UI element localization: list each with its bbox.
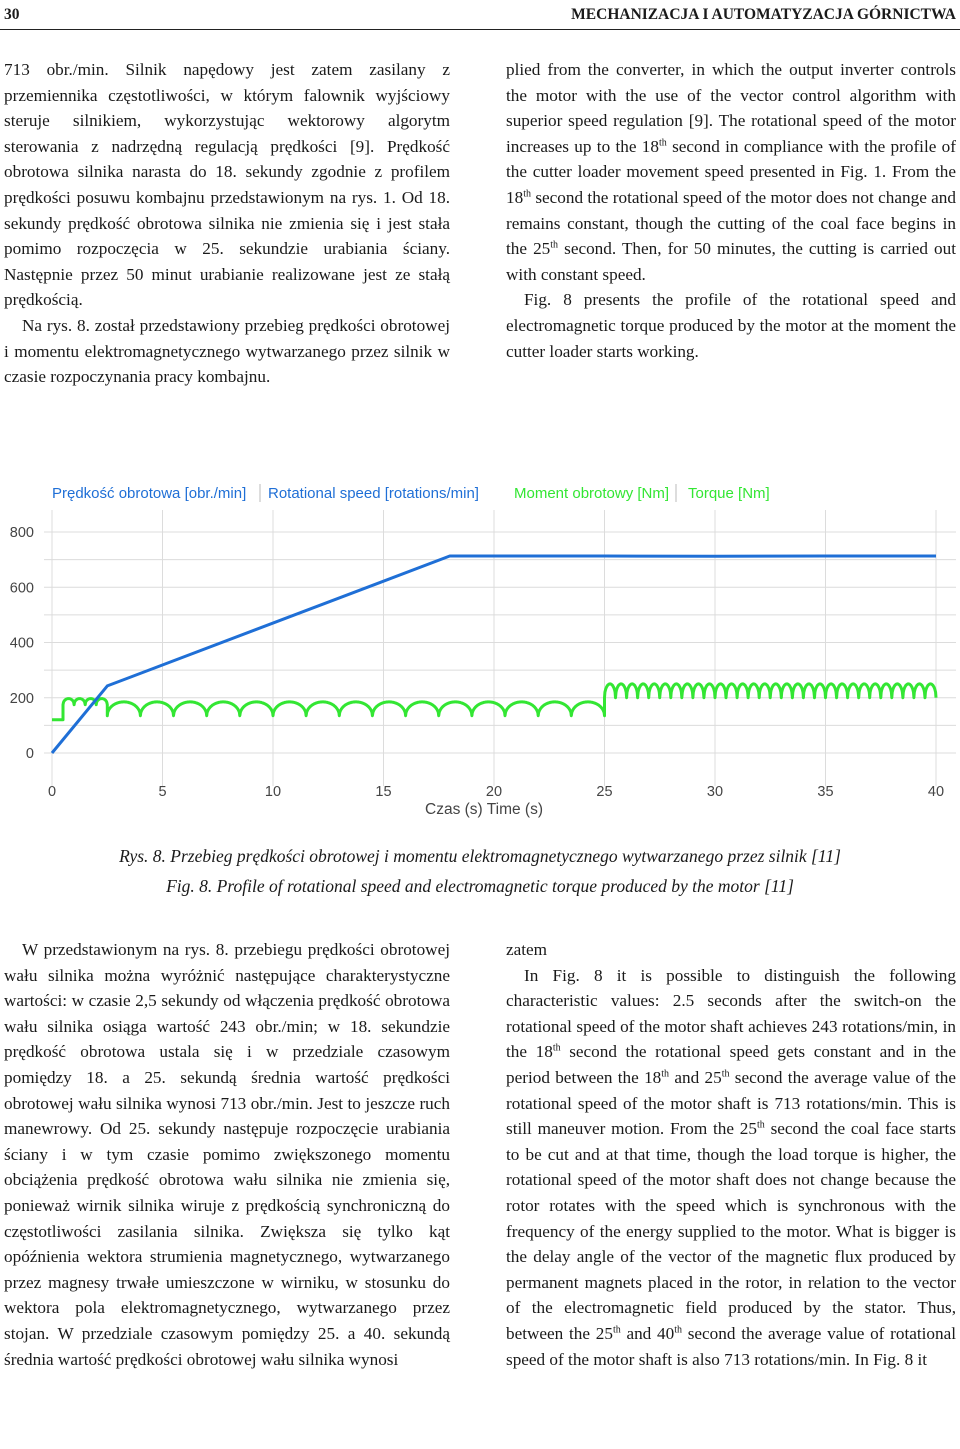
y-tick-label: 400 bbox=[9, 635, 34, 652]
y-tick-label: 600 bbox=[9, 580, 34, 597]
y-tick-label: 200 bbox=[9, 690, 34, 707]
paragraph: 713 obr./min. Silnik napędowy jest zatem zasilany z przemiennika częstotliwości, w którym falownik wyjściowy steruje silnikiem, wykorzystując wektorowy algorytm sterowania z nadrzędną regulacją prędkości [9]. Prędkość obrotowa silnika narasta do 18. sekundy zgodnie z profilem prędkości posuwu kombajnu przedstawionym na rys. 1. Od 18. sekundy prędkość obrotowa silnika nie zmienia się i jest stała pomimo rozpoczęcia w 25. sekundzie urabiania ściany. Następnie przez 50 minut urabianie realizowane jest ze stałą prędkością. bbox=[4, 60, 450, 310]
legend-entry: Torque [Nm] bbox=[688, 485, 770, 502]
page-header bbox=[4, 6, 956, 30]
speed-torque-chart bbox=[0, 470, 960, 838]
x-tick-label: 30 bbox=[706, 784, 724, 801]
x-tick-label: 10 bbox=[264, 784, 282, 801]
x-axis-label: Czas (s) Time (s) bbox=[425, 801, 543, 818]
x-tick-label: 40 bbox=[927, 784, 945, 801]
page-number: 30 bbox=[4, 6, 20, 23]
paragraph: zatem bbox=[506, 940, 548, 959]
top-left-column bbox=[4, 57, 450, 390]
journal-title: MECHANIZACJA I AUTOMATYZACJA GÓRNICTWA bbox=[571, 6, 956, 23]
paragraph: In Fig. 8 it is possible to distinguish the following characteristic values: 2.5 seconds after the switch-on the rotational speed of the motor shaft achieves 243 rotations/min, in the 18th second the rotational speed gets constant and in the period between the 18th and 25th second the average value of the rotational speed of the motor shaft is 713 rotations/min. This is still maneuver motion. From the 25th second the coal face starts to be cut and at that time, though the load torque is higher, the rotational speed of the motor shaft does not change because the rotor rotates with the speed which is synchronous with the frequency of the energy supplied to the motor. What is bigger is the delay angle of the vector of the magnetic flux produced by permanent magnets placed in the rotor, in relation to the vector of the electromagnetic field produced by the stator. Thus, between the 25th and 40th second the average value of rotational speed of the motor shaft is also 713 rotations/min. In Fig. 8 it bbox=[506, 965, 957, 1369]
legend-entry: Moment obrotowy [Nm] bbox=[514, 485, 670, 502]
figure-caption-english: Fig. 8. Profile of rotational speed and electromagnetic torque produced by the motor [11] bbox=[166, 876, 794, 896]
x-tick-label: 35 bbox=[817, 784, 834, 801]
paragraph: Na rys. 8. został przedstawiony przebieg prędkości obrotowej i momentu elektromagnetycznego wytwarzanego przez silnik w czasie rozpoczynania pracy kombajnu. bbox=[4, 315, 450, 387]
bottom-right-column bbox=[506, 937, 956, 1372]
x-tick-label: 15 bbox=[375, 784, 392, 801]
legend-entry: Rotational speed [rotations/min] bbox=[268, 485, 479, 502]
chart-legend bbox=[52, 484, 770, 502]
figure-caption-polish: Rys. 8. Przebieg prędkości obrotowej i momentu elektromagnetycznego wytwarzanego przez silnik [11] bbox=[119, 846, 841, 866]
paragraph: Fig. 8 presents the profile of the rotational speed and electromagnetic torque produced by the motor at the moment the cutter loader starts working. bbox=[506, 290, 956, 361]
x-tick-label: 0 bbox=[47, 784, 57, 801]
header-rule bbox=[0, 29, 960, 30]
top-right-column bbox=[506, 57, 956, 364]
x-tick-label: 20 bbox=[485, 784, 503, 801]
x-tick-label: 25 bbox=[596, 784, 613, 801]
legend-entry: Prędkość obrotowa [obr./min] bbox=[52, 485, 247, 502]
paragraph: plied from the converter, in which the output inverter controls the motor with the use of the vector control algorithm with superior speed regulation [9]. The rotational speed of the motor increases up to the 18th second in compliance with the profile of the cutter loader movement speed presented in Fig. 1. From the 18th second the rotational speed of the motor does not change and remains constant, though the cutting of the coal face begins in the 25th second. Then, for 50 minutes, the cutting is carried out with constant speed. bbox=[506, 60, 957, 284]
y-tick-label: 0 bbox=[25, 746, 34, 762]
paragraph: W przedstawionym na rys. 8. przebiegu prędkości obrotowej wału silnika można wyróżnić następujące charakterystyczne wartości: w czasie 2,5 sekundy od włączenia prędkość obrotowa wału silnika osiąga wartość 243 obr./min; w 18. sekundzie prędkość obrotowa ustala się i w przedziale czasowym pomiędzy 18. a 25. sekundą średnia wartość prędkości obrotowej wału silnika wynosi 713 obr./min. Jest to jeszcze ruch manewrowy. Od 25. sekundy następuje rozpoczęcie urabiania ściany i w tym czasie pomimo zwiększonego momentu obciążenia prędkość obrotowa wału silnika nie zmienia się, ponieważ wirnik silnika wiruje z prędkością synchroniczną do częstotliwości zasilania silnika. Zwiększa się tylko kąt opóźnienia wektora strumienia magnetycznego, wytwarzanego przez magnesy trwałe umieszczone w wirniku, w stosunku do wektora pola elektromagnetycznego, wytwarzanego przez stojan. W przedziale czasowym pomiędzy 25. a 40. sekundą średnia wartość prędkości obrotowej wału silnika wynosi bbox=[4, 940, 450, 1369]
bottom-left-column bbox=[4, 937, 450, 1372]
x-tick-label: 5 bbox=[158, 784, 167, 801]
y-tick-label: 800 bbox=[9, 525, 34, 541]
